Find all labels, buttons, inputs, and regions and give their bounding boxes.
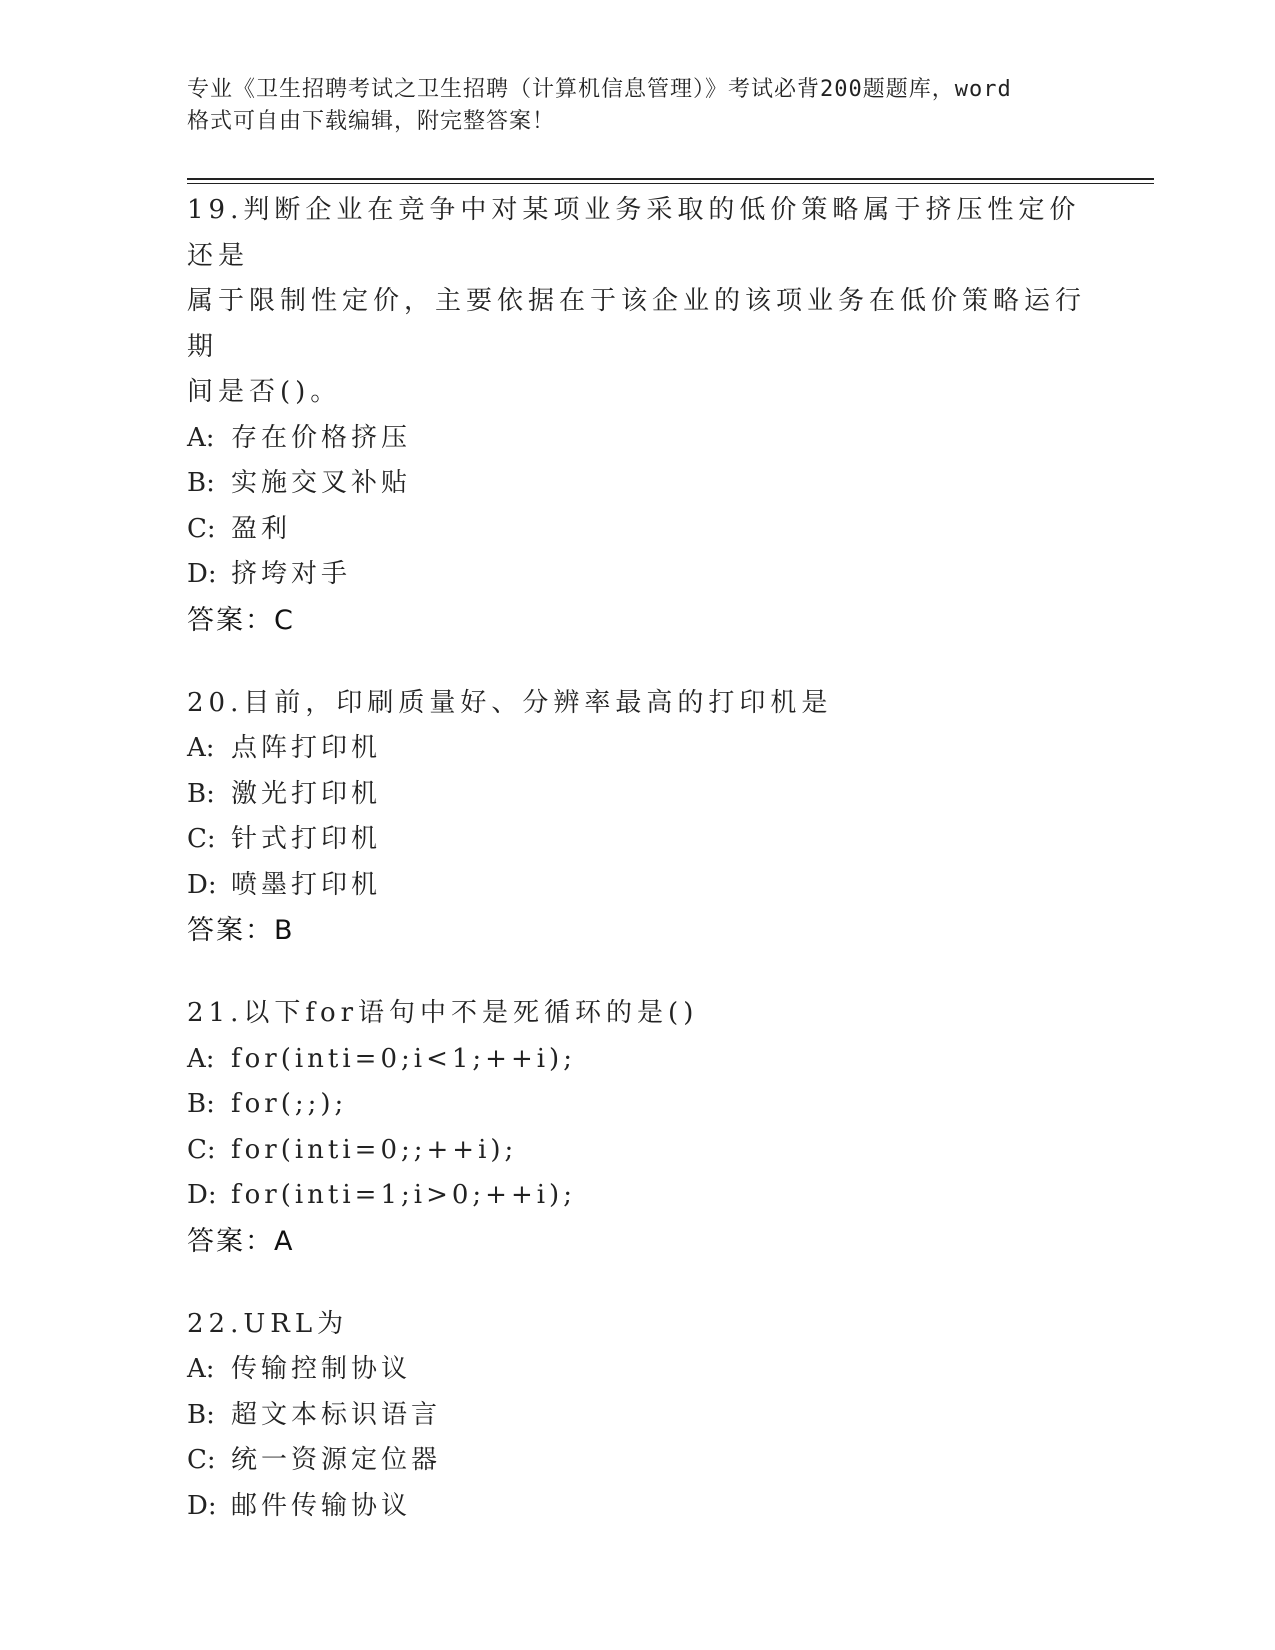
question-stem-line: 属于限制性定价，主要依据在于该企业的该项业务在低价策略运行期: [187, 286, 1087, 362]
question-20: [187, 681, 1087, 954]
option-text: 激光打印机: [231, 778, 382, 809]
option-c: [187, 1128, 1087, 1174]
option-a: [187, 1037, 1087, 1083]
option-d: [187, 1484, 1087, 1530]
option-c: [187, 507, 1087, 553]
answer-line: 答案：B: [187, 915, 295, 946]
header-title-line-2: 格式可自由下载编辑，附完整答案！: [187, 109, 556, 134]
header-divider: [187, 178, 1154, 184]
question-stem-line: 21.以下for语句中不是死循环的是(): [187, 998, 699, 1028]
option-a: [187, 726, 1087, 772]
option-text: 传输控制协议: [231, 1354, 412, 1384]
option-c: [187, 1438, 1087, 1484]
option-letter: B:: [187, 468, 215, 498]
header-title-line-1: 专业《卫生招聘考试之卫生招聘（计算机信息管理）》考试必背200题题库，word: [187, 77, 1012, 102]
option-letter: D:: [187, 869, 217, 900]
option-text: 点阵打印机: [231, 733, 382, 763]
option-letter: B:: [187, 1089, 215, 1119]
question-stem-line: 19.判断企业在竞争中对某项业务采取的低价策略属于挤压性定价还是: [187, 195, 1081, 271]
answer-line: 答案：C: [187, 604, 295, 636]
option-letter: D:: [187, 1180, 217, 1210]
option-text: 针式打印机: [231, 824, 382, 854]
option-text: 统一资源定位器: [231, 1445, 442, 1475]
option-b: [187, 772, 1087, 818]
question-stem-line: 间是否()。: [187, 377, 342, 407]
question-list: [187, 188, 1087, 1567]
option-text: 邮件传输协议: [231, 1490, 412, 1521]
question-19: [187, 188, 1087, 643]
option-letter: C:: [187, 513, 216, 544]
question-stem-line: 20.目前，印刷质量好、分辨率最高的打印机是: [187, 687, 833, 718]
option-letter: D:: [187, 559, 217, 589]
option-b: [187, 1393, 1087, 1439]
option-text: 存在价格挤压: [231, 422, 412, 453]
option-letter: C:: [187, 1134, 216, 1165]
option-letter: A:: [187, 733, 215, 763]
option-text: for(inti=0;i<1;++i);: [231, 1043, 576, 1074]
option-letter: B:: [187, 778, 215, 809]
option-text: 超文本标识语言: [231, 1399, 442, 1430]
question-22: [187, 1302, 1087, 1530]
option-text: 盈利: [231, 513, 292, 544]
option-letter: A:: [187, 1043, 215, 1074]
document-header: [187, 74, 1107, 138]
question-stem-line: 22.URL为: [187, 1308, 349, 1339]
option-c: [187, 817, 1087, 863]
question-21: [187, 991, 1087, 1264]
option-text: for(inti=1;i>0;++i);: [231, 1180, 576, 1210]
option-letter: D:: [187, 1490, 217, 1521]
option-text: 实施交叉补贴: [231, 468, 412, 498]
option-a: [187, 1347, 1087, 1393]
option-a: [187, 416, 1087, 462]
option-text: for(;;);: [231, 1089, 348, 1119]
option-letter: B:: [187, 1399, 215, 1430]
option-letter: C:: [187, 824, 216, 854]
option-b: [187, 1082, 1087, 1128]
option-d: [187, 552, 1087, 598]
option-b: [187, 461, 1087, 507]
option-d: [187, 1173, 1087, 1219]
option-text: 喷墨打印机: [231, 869, 382, 900]
option-text: for(inti=0;;++i);: [231, 1134, 518, 1165]
option-letter: A:: [187, 422, 215, 453]
option-letter: A:: [187, 1354, 215, 1384]
option-letter: C:: [187, 1445, 216, 1475]
option-text: 挤垮对手: [231, 559, 352, 589]
option-d: [187, 863, 1087, 909]
answer-line: 答案：A: [187, 1225, 295, 1257]
